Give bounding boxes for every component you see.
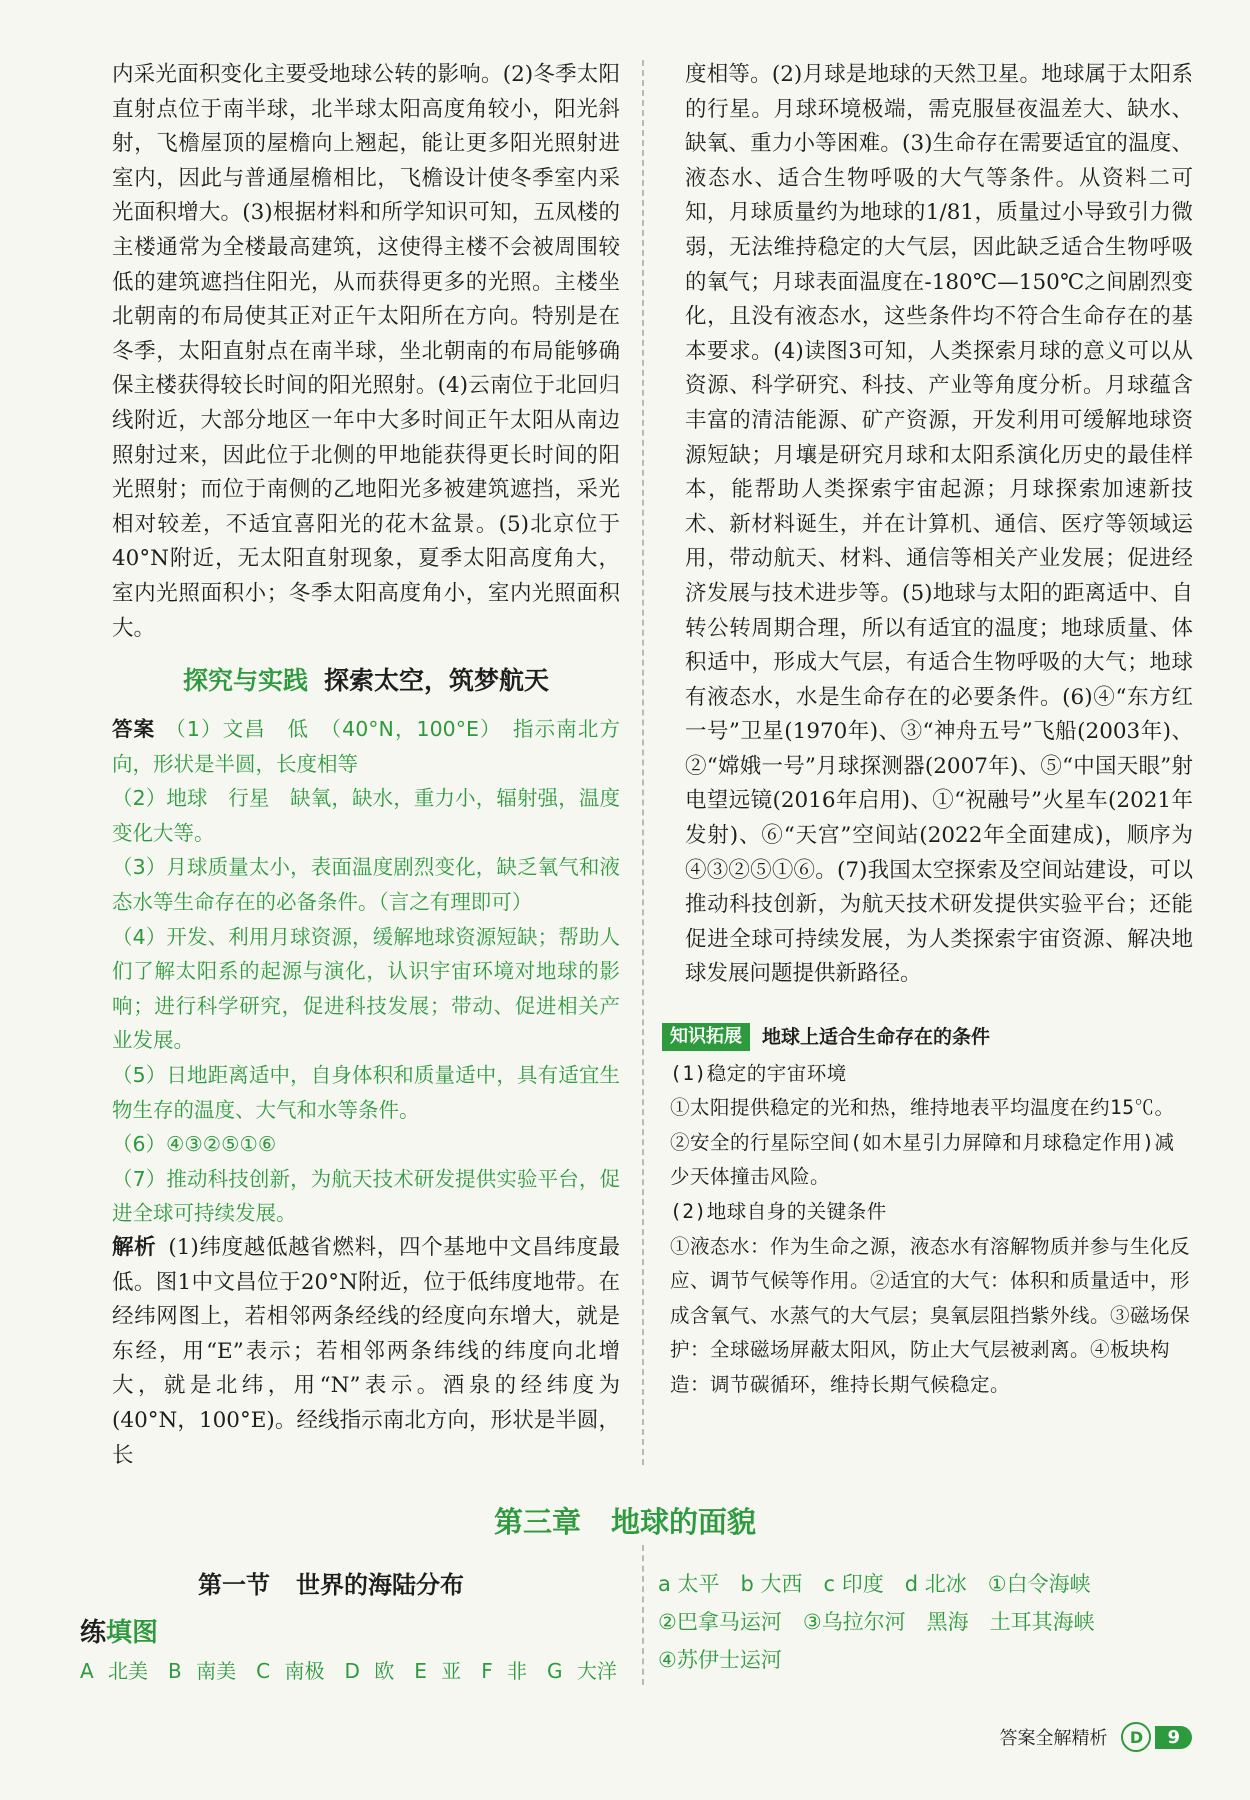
knowledge-tag: 知识拓展 <box>662 1023 750 1051</box>
section-name: 世界的海陆分布 <box>296 1571 464 1599</box>
right-column <box>685 58 1193 992</box>
answer-block <box>112 712 620 1231</box>
analysis-block <box>112 1231 620 1473</box>
section-title <box>112 664 620 698</box>
analysis-text: (1)纬度越低越省燃料，四个基地中文昌纬度最低。图1中文昌位于20°N附近，位于低纬度地带。在经纬网图上，若相邻两条经线的经度向东增大，就是东经，用“E”表示；若相邻两条纬线的纬度向北增大，就是北纬，用“N”表示。酒泉的经纬度为(40°N，100°E)。经线指示南北方向，形状是半圆，长 <box>112 1235 620 1468</box>
answer-item: （5）日地距离适中，自身体积和质量适中，具有适宜生物生存的温度、大气和水等条件。 <box>112 1063 620 1122</box>
column-divider-bottom <box>642 1545 644 1685</box>
chapter-number: 第三章 <box>493 1505 581 1539</box>
practice-label-b: 填图 <box>106 1618 159 1648</box>
practice-heading <box>80 1612 158 1649</box>
series-badge: D <box>1121 1722 1151 1752</box>
left-paragraph: 内采光面积变化主要受地球公转的影响。(2)冬季太阳直射点位于南半球，北半球太阳高度角较小，阳光斜射，飞檐屋顶的屋檐向上翘起，能让更多阳光照射进室内，因此与普通屋檐相比，飞檐设计使冬季室内采光面积增大。(3)根据材料和所学知识可知，五凤楼的主楼通常为全楼最高建筑，这使得主楼不会被周围较低的建筑遮挡住阳光，从而获得更多的光照。主楼坐北朝南的布局使其正对正午太阳所在方向。特别是在冬季，太阳直射点在南半球，坐北朝南的布局能够确保主楼获得较长时间的阳光照射。(4)云南位于北回归线附近，大部分地区一年中大多时间正午太阳从南边照射过来，因此位于北侧的甲地能获得更长时间的阳光照射；而位于南侧的乙地阳光多被建筑遮挡，采光相对较差，不适宜喜阳光的花木盆景。(5)北京位于40°N附近，无太阳直射现象，夏季太阳高度角大，室内光照面积小；冬季太阳高度角小，室内光照面积大。 <box>112 62 620 641</box>
section-heading <box>198 1565 464 1600</box>
page-footer <box>999 1722 1192 1752</box>
page-number: 9 <box>1155 1726 1192 1749</box>
section-number: 第一节 <box>198 1571 270 1599</box>
map-answer-line: ②巴拿马运河 ③乌拉尔河 黑海 土耳其海峡 <box>658 1610 1095 1634</box>
practice-label-a: 练 <box>80 1618 107 1648</box>
knowledge-box <box>662 1020 1192 1403</box>
practice-answer: A 北美 B 南美 C 南极 D 欧 E 亚 F 非 G 大洋 <box>80 1659 617 1683</box>
section-title-category: 探究与实践 <box>182 666 308 696</box>
right-paragraph: 度相等。(2)月球是地球的天然卫星。地球属于太阳系的行星。月球环境极端，需克服昼夜温差大、缺水、缺氧、重力小等困难。(3)生命存在需要适宜的温度、液态水、适合生物呼吸的大气等条件。从资料二可知，月球质量约为地球的1/81，质量过小导致引力微弱，无法维持稳定的大气层，因此缺乏适合生物呼吸的氧气；月球表面温度在-180℃—150℃之间剧烈变化，且没有液态水，这些条件均不符合生命存在的基本要求。(4)读图3可知，人类探索月球的意义可以从资源、科学研究、科技、产业等角度分析。月球蕴含丰富的清洁能源、矿产资源，开发利用可缓解地球资源短缺；月壤是研究月球和太阳系演化历史的最佳样本，能帮助人类探索宇宙起源；月球探索加速新技术、新材料诞生，并在计算机、通信、医疗等领域运用，带动航天、材料、通信等相关产业发展；促进经济发展与技术进步等。(5)地球与太阳的距离适中、自转公转周期合理，所以有适宜的温度；地球质量、体积适中，形成大气层，有适合生物呼吸的大气；地球有液态水，水是生命存在的必要条件。(6)④“东方红一号”卫星(1970年)、③“神舟五号”飞船(2003年)、②“嫦娥一号”月球探测器(2007年)、⑤“中国天眼”射电望远镜(2016年启用)、①“祝融号”火星车(2021年发射)、⑥“天宫”空间站(2022年全面建成)，顺序为④③②⑤①⑥。(7)我国太空探索及空间站建设，可以推动科技创新，为航天技术研发提供实验平台；还能促进全球可持续发展，为人类探索宇宙资源、解决地球发展问题提供新路径。 <box>685 62 1193 987</box>
chapter-heading <box>0 1500 1250 1541</box>
answer-item: （7）推动科技创新，为航天技术研发提供实验平台，促进全球可持续发展。 <box>112 1166 620 1226</box>
answer-item: （1）文昌 低 （40°N，100°E） 指示南北方向，形状是半圆，长度相等 <box>112 717 621 776</box>
answer-item: （3）月球质量太小，表面温度剧烈变化，缺乏氧气和液态水等生命存在的必备条件。（言之有理即可） <box>112 855 620 915</box>
analysis-label: 解析 <box>112 1235 157 1260</box>
section-title-text: 探索太空，筑梦航天 <box>324 666 550 696</box>
answer-item: （4）开发、利用月球资源，缓解地球资源短缺；帮助人们了解太阳系的起源与演化，认识宇宙环境对地球的影响；进行科学研究，促进科技发展；带动、促进相关产业发展。 <box>112 924 620 1053</box>
answer-label: 答案 <box>112 717 156 742</box>
knowledge-line: (1)稳定的宇宙环境 <box>670 1061 847 1085</box>
answer-item: （2）地球 行星 缺氧，缺水，重力小，辐射强，温度变化大等。 <box>112 786 620 845</box>
column-divider <box>642 60 644 1465</box>
left-column <box>112 58 620 1473</box>
map-answer-line: a 太平 b 大西 c 印度 d 北冰 ①白令海峡 <box>658 1572 1091 1596</box>
knowledge-line: ①太阳提供稳定的光和热，维持地表平均温度在约15℃。②安全的行星际空间(如木星引力屏障和月球稳定作用)减少天体撞击风险。 <box>670 1096 1175 1189</box>
knowledge-line: ①液态水：作为生命之源，液态水有溶解物质并参与生化反应、调节气候等作用。②适宜的大气：体积和质量适中，形成含氧气、水蒸气的大气层；臭氧层阻挡紫外线。③磁场保护：全球磁场屏蔽太阳风，防止大气层被剥离。④板块构造：调节碳循环，维持长期气候稳定。 <box>670 1234 1191 1396</box>
map-answer-line: ④苏伊士运河 <box>658 1648 782 1672</box>
knowledge-title: 地球上适合生命存在的条件 <box>762 1026 991 1048</box>
chapter-title: 地球的面貌 <box>611 1505 757 1539</box>
map-answers <box>658 1565 1218 1679</box>
footer-label: 答案全解精析 <box>999 1728 1108 1749</box>
answer-item: （6）④③②⑤①⑥ <box>112 1132 277 1157</box>
knowledge-line: (2)地球自身的关键条件 <box>670 1199 887 1223</box>
